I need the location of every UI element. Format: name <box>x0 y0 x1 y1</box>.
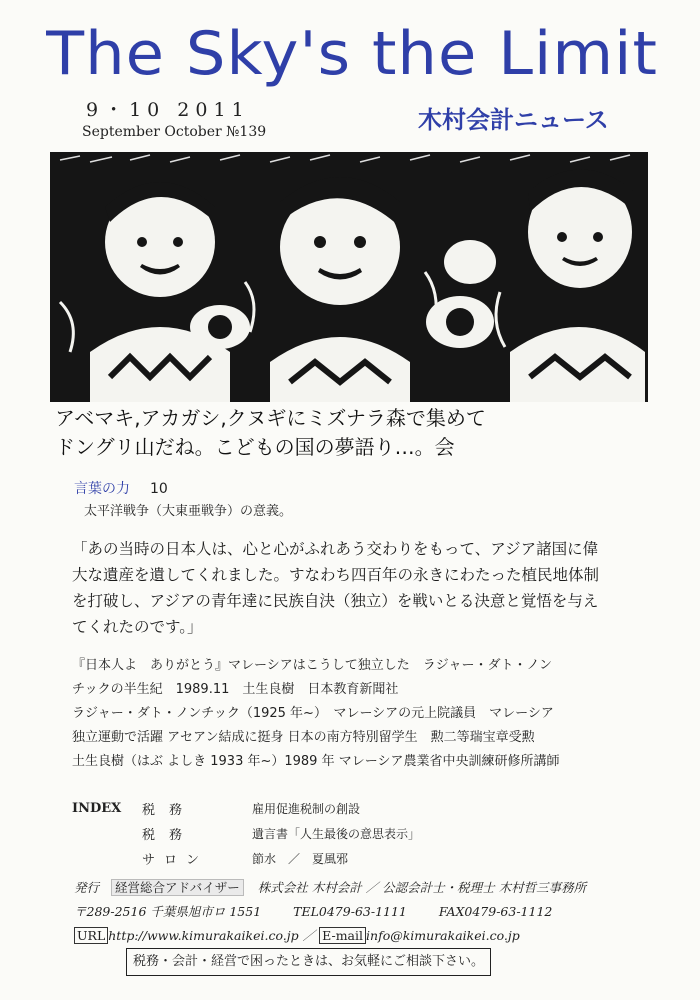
caption-line: ドングリ山だね。こどもの国の夢語り…。会 <box>55 435 455 459</box>
index-label: INDEX <box>72 801 122 816</box>
email-link[interactable]: info@kimurakaikei.co.jp <box>366 928 520 943</box>
contact-row: URL http://www.kimurakaikei.co.jp ／ E-mail info@kimurakaikei.co.jp <box>74 924 674 948</box>
quote-line: を打破し、アジアの青年達に民族自決（独立）を戦いとる決意と覚悟を与え <box>72 592 599 610</box>
masthead-title-text: The Sky's the Limit <box>46 19 658 88</box>
email-label: E-mail <box>319 927 366 944</box>
caption-line: アベマキ,アカガシ,クヌギにミズナラ森で集めて <box>55 406 486 430</box>
reference-line: チックの半生紀 1989.11 土生良樹 日本教育新聞社 <box>72 682 399 697</box>
illustration-caption <box>55 404 665 462</box>
index-title: 節水 ／ 夏風邪 <box>252 852 349 866</box>
quote-line: 大な遺産を遺してくれました。すなわち四百年の永きにわたった植民地体制 <box>72 566 600 584</box>
newsletter-name: 木村会計ニュース <box>418 106 609 134</box>
quote-line: てくれたのです。」 <box>72 618 203 636</box>
reference-line: ラジャー・ダト・ノンチック（1925 年~） マレーシアの元上院議員 マレーシア <box>72 706 554 721</box>
issue-date: 9・10 2011 <box>86 99 250 121</box>
reference-block <box>72 654 672 774</box>
fax-number: FAX0479-63-1112 <box>438 904 553 919</box>
publisher-footer <box>74 876 674 972</box>
section-title <box>74 478 168 498</box>
url-label: URL <box>74 927 108 944</box>
consultation-notice: 税務・会計・経営で困ったときは、お気軽にご相談下さい。 <box>126 948 491 976</box>
masthead-title-lettering <box>46 12 666 88</box>
publisher-label: 発行 <box>74 880 100 895</box>
masthead-title <box>46 12 666 102</box>
index-section <box>72 796 632 871</box>
index-row <box>72 796 632 821</box>
index-row <box>72 846 632 871</box>
section-subtitle: 太平洋戦争（大東亜戦争）の意義。 <box>84 504 293 519</box>
index-title: 遺言書「人生最後の意思表示」 <box>252 827 421 841</box>
quote-block <box>72 536 668 640</box>
phone-number: TEL0479-63-1111 <box>293 904 407 919</box>
publisher-row <box>74 876 674 900</box>
website-link[interactable]: http://www.kimurakaikei.co.jp <box>108 928 299 943</box>
publisher-name: 株式会社 木村会計 ／ 公認会計士・税理士 木村哲三事務所 <box>257 880 587 895</box>
index-title: 雇用促進税制の創設 <box>252 802 361 816</box>
advisor-badge: 経営総合アドバイザー <box>111 879 244 896</box>
index-row <box>72 821 632 846</box>
reference-line: 『日本人よ ありがとう』マレーシアはこうして独立した ラジャー・ダト・ノン <box>72 658 552 673</box>
index-category: 税務 <box>142 828 197 843</box>
section-title-text: 言葉の力 <box>74 481 130 497</box>
index-category: 税務 <box>142 803 197 818</box>
postal-address: 〒289-2516 千葉県旭市ロ 1551 <box>74 904 262 919</box>
quote-line: 「あの当時の日本人は、心と心がふれあう交わりをもって、アジア諸国に偉 <box>72 540 599 558</box>
woodcut-illustration <box>50 152 648 402</box>
notice-row <box>74 948 674 972</box>
issue-number: September October №139 <box>82 124 267 140</box>
reference-line: 独立運動で活躍 アセアン結成に挺身 日本の南方特別留学生 勲二等瑞宝章受勲 <box>72 730 535 745</box>
index-category: サロン <box>142 853 209 868</box>
address-row <box>74 900 674 924</box>
section-number: 10 <box>150 481 168 497</box>
reference-line: 土生良樹（はぶ よしき 1933 年~）1989 年 マレーシア農業省中央訓練研修所講師 <box>72 754 560 769</box>
